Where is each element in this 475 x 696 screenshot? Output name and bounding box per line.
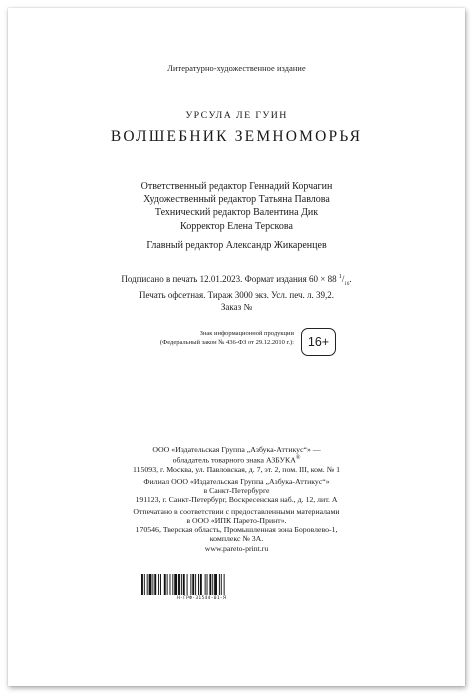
barcode-bar [192, 574, 194, 595]
barcode-bar [149, 574, 152, 595]
barcode-bar [141, 574, 143, 595]
credit-tech-editor: Технический редактор Валентина Дик [154, 207, 319, 219]
branch-line2: в Санкт-Петербурге [203, 485, 270, 495]
genre-line: Литературно-художественное издание [167, 64, 306, 73]
barcode-bar [164, 574, 166, 595]
printer-address1: 170546, Тверская область, Промышленная зона Боровлево-1, [135, 525, 338, 535]
print-info-line2: Печать офсетная. Тираж 3000 экз. Усл. печ. л. 39,2. [138, 290, 335, 301]
barcode-bar [214, 574, 217, 595]
credits-block [8, 180, 465, 252]
barcode-bar [209, 574, 211, 595]
barcode-bar [144, 574, 145, 595]
barcode-number: Н-ГРФ-31544-01-Я [176, 596, 227, 601]
barcode-bar [178, 574, 180, 595]
barcode [141, 574, 262, 595]
print-info-suffix: . [349, 274, 352, 284]
barcode-bar [158, 574, 159, 595]
author-name: УРСУЛА ЛЕ ГУИН [185, 110, 288, 121]
printer-line2: в ООО «ИПК Парето-Принт». [186, 516, 287, 526]
barcode-bar [219, 574, 220, 595]
credit-chief-editor: Главный редактор Александр Жикаренцев [146, 239, 327, 251]
branch-line1: Филиал ООО «Издательская Группа „Азбука-Аттикус“» [143, 476, 330, 486]
credit-responsible-editor: Ответственный редактор Геннадий Корчагин [140, 181, 333, 192]
registered-mark: ® [295, 455, 301, 462]
barcode-bar [160, 574, 161, 595]
barcode-bar [152, 574, 153, 595]
barcode-bar [170, 574, 171, 595]
print-info-order: Заказ № [220, 301, 253, 312]
credit-art-editor: Художественный редактор Татьяна Павлова [143, 194, 330, 206]
print-info-block [8, 272, 465, 313]
barcode-bar [181, 574, 182, 595]
info-sign-note [116, 330, 294, 348]
colophon-page [8, 8, 465, 686]
info-sign-line1: Знак информационной продукции [199, 330, 294, 337]
printer-line1: Отпечатано в соответствии с предоставленными материалами [133, 506, 340, 516]
barcode-bar [167, 574, 168, 595]
printer-url: www.pareto-print.ru [204, 543, 269, 553]
info-sign-line2: (Федеральный закон № 436-ФЗ от 29.12.2010 г.): [159, 338, 294, 346]
publisher-line1: ООО «Издательская Группа „Азбука-Аттикус“» — [152, 445, 321, 454]
publisher-address: 115093, г. Москва, ул. Павловская, д. 7, эт. 2, пом. III, ком. № 1 [133, 465, 340, 474]
barcode-bar [198, 574, 199, 595]
branch-info [8, 477, 465, 505]
publisher-info [8, 445, 465, 474]
barcode-bar [172, 574, 173, 595]
barcode-bar [200, 574, 202, 595]
print-info-signed: Подписано в печать 12.01.2023. Формат издания 60 × 88 [121, 274, 339, 284]
barcode-bar [221, 574, 222, 595]
barcode-bar [183, 574, 185, 595]
print-info-line1: Подписано в печать 12.01.2023. Формат издания 60 × 88 $^1/_{16}$. [121, 274, 352, 287]
imprint-block [8, 445, 465, 555]
credit-proofreader: Корректор Елена Терскова [180, 220, 293, 232]
barcode-bar [154, 574, 156, 595]
barcode-bar [212, 574, 213, 595]
branch-address: 191123, г. Санкт-Петербург, Воскресенская наб., д. 12, лит. А [135, 495, 338, 505]
barcode-bar [190, 574, 191, 595]
barcode-bar [174, 574, 177, 595]
book-title: ВОЛШЕБНИК ЗЕМНОМОРЬЯ [110, 128, 363, 145]
publisher-line2 [8, 454, 465, 465]
printer-info [8, 507, 465, 553]
barcode-bar [224, 574, 225, 595]
barcode-bar [205, 574, 206, 595]
format-fraction-num: 1 [338, 274, 342, 280]
barcode-bar [147, 574, 148, 595]
format-fraction-den: 16 [344, 281, 350, 287]
printer-address2: комплекс № 3А. [209, 534, 264, 544]
barcode-bar [207, 574, 208, 595]
publisher-trademark: обладатель товарного знака АЗБУКА [172, 455, 296, 465]
barcode-bar [187, 574, 188, 595]
age-rating-badge: 16+ [301, 328, 336, 356]
barcode-bar [195, 574, 196, 595]
